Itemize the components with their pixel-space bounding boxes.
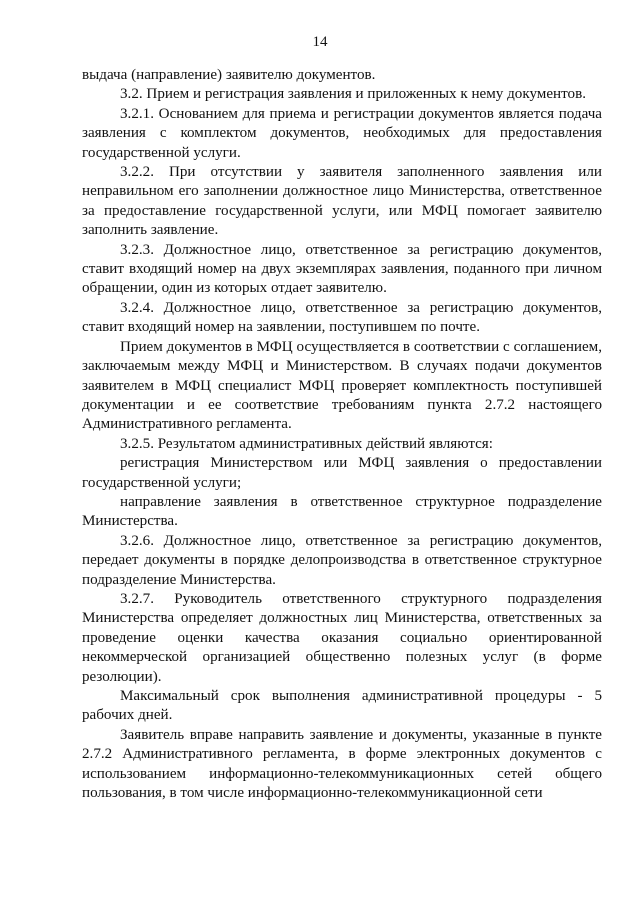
list-item-direction: направление заявления в ответственное структурное подразделение Министерства. <box>82 493 602 530</box>
paragraph-3-2-6: 3.2.6. Должностное лицо, ответственное за регистрацию документов, передает документы в порядке делопроизводства в ответственное структурное подразделение Министерства. <box>82 532 602 588</box>
paragraph-electronic-submission: Заявитель вправе направить заявление и документы, указанные в пункте 2.7.2 Административного регламента, в форме электронных документов с использованием информационно-телекоммуникационных сетей общего пользования, в том числе информационно-телекоммуникационной сети <box>82 726 602 802</box>
paragraph-3-2-7: 3.2.7. Руководитель ответственного структурного подразделения Министерства определяет должностных лиц Министерства, ответственных за проведение оценки качества оказания социально ориентированной некоммерческой организацией общественно полезных услуг (в форме резолюции). <box>82 590 602 685</box>
paragraph-3-2-2: 3.2.2. При отсутствии у заявителя заполненного заявления или неправильном его заполнении должностное лицо Министерства, ответственное за предоставление государственной услуги, или МФЦ помогает заявителю заполнить заявление. <box>82 164 602 239</box>
list-item-registration: регистрация Министерством или МФЦ заявления о предоставлении государственной услуги; <box>82 455 602 491</box>
paragraph-mfc-reception: Прием документов в МФЦ осуществляется в соответствии с соглашением, заключаемым между МФЦ и Министерством. В случаях подачи документов заявителем в МФЦ специалист МФЦ проверяет комплектность поступившей документации и ее соответствие требованиям пункта 2.7.2 настоящего Административного регламента. <box>82 338 602 433</box>
paragraph-3-2-5: 3.2.5. Результатом административных действий являются: <box>120 435 493 452</box>
section-heading-3-2: 3.2. Прием и регистрация заявления и приложенных к нему документов. <box>120 86 586 103</box>
paragraph-continuation: выдача (направление) заявителю документов. <box>82 67 376 83</box>
paragraph-3-2-1: 3.2.1. Основанием для приема и регистрации документов является подача заявления с комплектом документов, необходимых для предоставления государственной услуги. <box>82 105 602 161</box>
page-number: 14 <box>312 34 328 50</box>
paragraph-3-2-4: 3.2.4. Должностное лицо, ответственное за регистрацию документов, ставит входящий номер на заявлении, поступившем по почте. <box>82 299 602 336</box>
document-body <box>82 66 602 803</box>
paragraph-3-2-3: 3.2.3. Должностное лицо, ответственное за регистрацию документов, ставит входящий номер на двух экземплярах заявления, поданного при личном обращении, один из которых отдает заявителю. <box>82 241 602 297</box>
paragraph-max-term: Максимальный срок выполнения административной процедуры - 5 рабочих дней. <box>82 688 602 724</box>
